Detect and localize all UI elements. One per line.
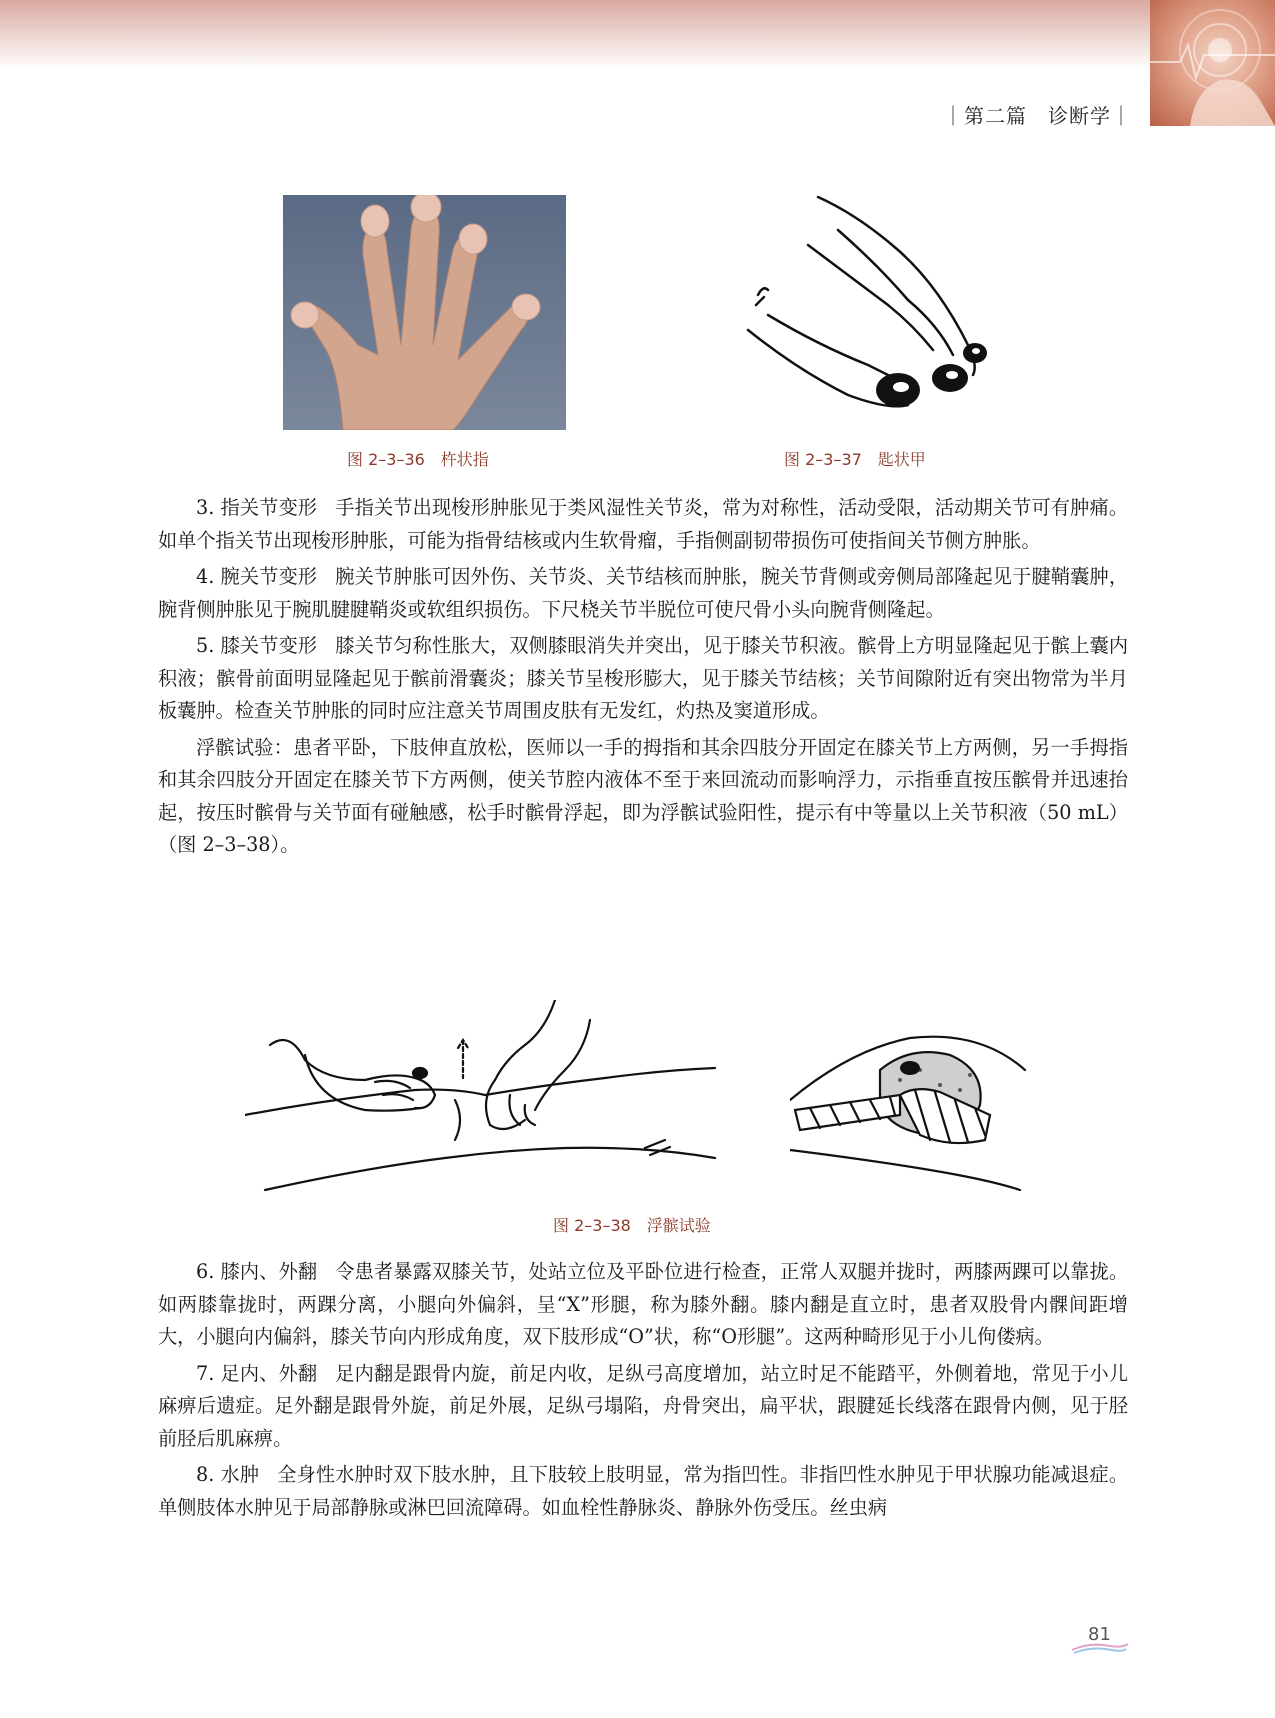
page-number: 81 <box>1088 1624 1111 1645</box>
paragraph-text: 膝关节匀称性胀大，双侧膝眼消失并突出，见于膝关节积液。髌骨上方明显隆起见于髌上囊内积液；髌骨前面明显隆起见于髌前滑囊炎；膝关节呈梭形膨大，见于膝关节结核；关节间隙附近有突出物常为半月板囊肿。检查关节肿胀的同时应注意关节周围皮肤有无发红，灼热及窦道形成。 <box>158 634 1129 722</box>
paragraph-text: 浮髌试验：患者平卧，下肢伸直放松，医师以一手的拇指和其余四肢分开固定在膝关节上方两侧，另一手拇指和其余四肢分开固定在膝关节下方两侧，使关节腔内液体不至于来回流动而影响浮力，示指垂直按压髌骨并迅速抬起，按压时髌骨与关节面有碰触感，松手时髌骨浮起，即为浮髌试验阳性，提示有中等量以上关节积液（50 mL）（图 2–3–38）。 <box>158 735 1128 856</box>
page-number-swoosh <box>1070 1640 1130 1660</box>
paragraph-text: 手指关节出现梭形肿胀见于类风湿性关节炎，常为对称性，活动受限，活动期关节可有肿痛。如单个指关节出现梭形肿胀，可能为指骨结核或内生软骨瘤，手指侧副韧带损伤可使指间关节侧方肿胀。 <box>158 496 1129 552</box>
paragraph-lead: 6. 膝内、外翻 <box>196 1260 318 1283</box>
floating-patella-cross-section <box>790 1030 1030 1195</box>
paragraph-lead: 5. 膝关节变形 <box>196 634 318 657</box>
section-header: ｜第二篇 诊断学｜ <box>943 104 1132 128</box>
paragraph-foot-varus-valgus <box>158 1358 1128 1456</box>
paragraph-lead: 4. 腕关节变形 <box>196 565 318 588</box>
spoon-nails-drawing <box>738 195 1038 430</box>
paragraph-text: 腕关节肿胀可因外伤、关节炎、关节结核而肿胀，腕关节背侧或旁侧局部隆起见于腱鞘囊肿，腕背侧肿胀见于腕肌腱腱鞘炎或软组织损伤。下尺桡关节半脱位可使尺骨小头向腕背侧隆起。 <box>158 565 1129 621</box>
paragraph-knee-joint <box>158 630 1128 728</box>
paragraph-floating-patella <box>158 732 1128 862</box>
paragraph-lead: 7. 足内、外翻 <box>196 1361 318 1385</box>
paragraph-wrist-joint <box>158 561 1128 626</box>
paragraph-finger-joint <box>158 492 1128 557</box>
header-band <box>0 0 1275 70</box>
figure-caption-2-3-36: 图 2–3–36 杵状指 <box>347 450 489 469</box>
body-text-lower <box>158 1256 1128 1528</box>
paragraph-lead: 8. 水肿 <box>196 1463 260 1486</box>
paragraph-text: 全身性水肿时双下肢水肿，且下肢较上肢明显，常为指凹性。非指凹性水肿见于甲状腺功能减退症。单侧肢体水肿见于局部静脉或淋巴回流障碍。如血栓性静脉炎、静脉外伤受压。丝虫病 <box>158 1463 1129 1519</box>
clubbed-fingers-photo <box>283 195 566 430</box>
body-text-upper <box>158 492 1128 866</box>
paragraph-knee-varus-valgus <box>158 1256 1128 1354</box>
paragraph-text: 令患者暴露双膝关节，处站立位及平卧位进行检查，正常人双腿并拢时，两膝两踝可以靠拢。如两膝靠拢时，两踝分离，小腿向外偏斜，呈“X”形腿，称为膝外翻。膝内翻是直立时，患者双股骨内髁间距增大，小腿向内偏斜，膝关节向内形成角度，双下肢形成“O”状，称“O形腿”。这两种畸形见于小儿佝偻病。 <box>158 1260 1129 1348</box>
paragraph-text: 足内翻是跟骨内旋，前足内收，足纵弓高度增加，站立时足不能踏平，外侧着地，常见于小儿麻痹后遗症。足外翻是跟骨外旋，前足外展，足纵弓塌陷，舟骨突出，扁平状，跟腱延长线落在跟骨内侧，见于胫前胫后肌麻痹。 <box>158 1361 1129 1450</box>
floating-patella-hands-drawing <box>245 1000 720 1195</box>
paragraph-lead: 3. 指关节变形 <box>196 496 318 519</box>
header-stethoscope-image <box>1150 0 1275 126</box>
figure-caption-2-3-38: 图 2–3–38 浮髌试验 <box>553 1216 711 1235</box>
paragraph-edema <box>158 1459 1128 1524</box>
figure-caption-2-3-37: 图 2–3–37 匙状甲 <box>784 450 926 469</box>
